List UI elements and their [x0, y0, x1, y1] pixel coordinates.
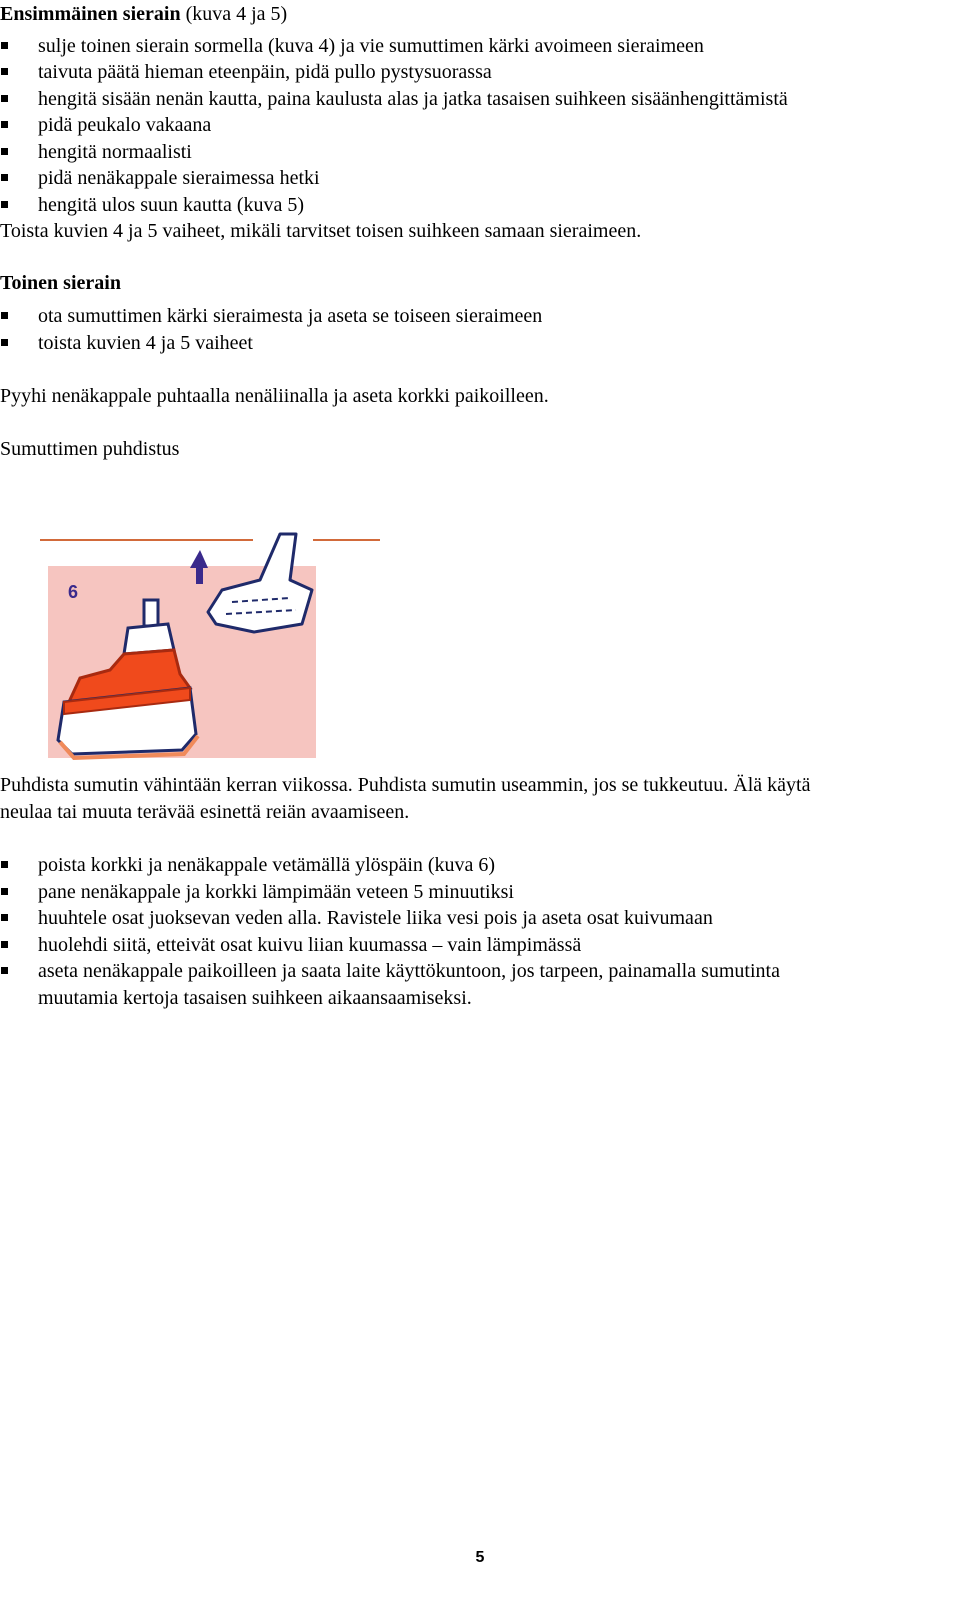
square-bullet-icon — [1, 148, 8, 155]
square-bullet-icon — [1, 121, 8, 128]
list-item-text: toista kuvien 4 ja 5 vaiheet — [38, 332, 253, 354]
square-bullet-icon — [1, 888, 8, 895]
figure-label: 6 — [68, 582, 79, 602]
list-item-text: sulje toinen sierain sormella (kuva 4) ja vie sumuttimen kärki avoimeen sieraimeen — [38, 35, 704, 57]
list-item-text: pane nenäkappale ja korkki lämpimään veteen 5 minuutiksi — [38, 881, 514, 903]
section-heading-second-nostril: Toinen sierain — [0, 272, 121, 294]
square-bullet-icon — [1, 68, 8, 75]
square-bullet-icon — [1, 174, 8, 181]
list-item-text: huuhtele osat juoksevan veden alla. Ravistele liika vesi pois ja aseta osat kuivumaan — [38, 907, 713, 929]
square-bullet-icon — [1, 967, 8, 974]
list-item-text: hengitä sisään nenän kautta, paina kaulusta alas ja jatka tasaisen suihkeen sisäänhengittämistä — [38, 88, 788, 110]
square-bullet-icon — [1, 42, 8, 49]
square-bullet-icon — [1, 914, 8, 921]
list-item-text: aseta nenäkappale paikoilleen ja saata laite käyttökuntoon, jos tarpeen, painamalla sumutinta — [38, 960, 780, 982]
list-item-text: muutamia kertoja tasaisen suihkeen aikaansaamiseksi. — [38, 987, 472, 1009]
list-item-text: hengitä ulos suun kautta (kuva 5) — [38, 194, 305, 216]
square-bullet-icon — [1, 861, 8, 868]
list-item-text: pidä peukalo vakaana — [38, 114, 212, 136]
section-heading-first-nostril — [0, 1, 287, 27]
heading-rest-part: (kuva 4 ja 5) — [180, 3, 288, 25]
cleaning-illustration — [40, 528, 385, 766]
square-bullet-icon — [1, 312, 8, 319]
square-bullet-icon — [1, 941, 8, 948]
section-heading-cleaning: Sumuttimen puhdistus — [0, 438, 180, 460]
wipe-note: Pyyhi nenäkappale puhtaalla nenäliinalla ja aseta korkki paikoilleen. — [0, 385, 549, 407]
list-item-text: poista korkki ja nenäkappale vetämällä ylöspäin (kuva 6) — [38, 854, 496, 876]
square-bullet-icon — [1, 339, 8, 346]
cleaning-paragraph-line-2: neulaa tai muuta terävää esinettä reiän avaamiseen. — [0, 801, 410, 823]
square-bullet-icon — [1, 95, 8, 102]
list-item-text: ota sumuttimen kärki sieraimesta ja aseta se toiseen sieraimeen — [38, 305, 543, 327]
square-bullet-icon — [1, 201, 8, 208]
list-item-text: hengitä normaalisti — [38, 141, 192, 163]
list-item-text: taivuta päätä hieman eteenpäin, pidä pullo pystysuorassa — [38, 61, 492, 83]
repeat-note: Toista kuvien 4 ja 5 vaiheet, mikäli tarvitset toisen suihkeen samaan sieraimeen. — [0, 220, 642, 242]
cleaning-paragraph-line-1: Puhdista sumutin vähintään kerran viikossa. Puhdista sumutin useammin, jos se tukkeutuu. Älä käytä — [0, 774, 811, 796]
list-item-text: pidä nenäkappale sieraimessa hetki — [38, 167, 320, 189]
list-item-text: huolehdi siitä, etteivät osat kuivu liian kuumassa – vain lämpimässä — [38, 934, 582, 956]
heading-bold-part: Ensimmäinen sierain — [0, 3, 181, 25]
page-number: 5 — [475, 1549, 485, 1566]
